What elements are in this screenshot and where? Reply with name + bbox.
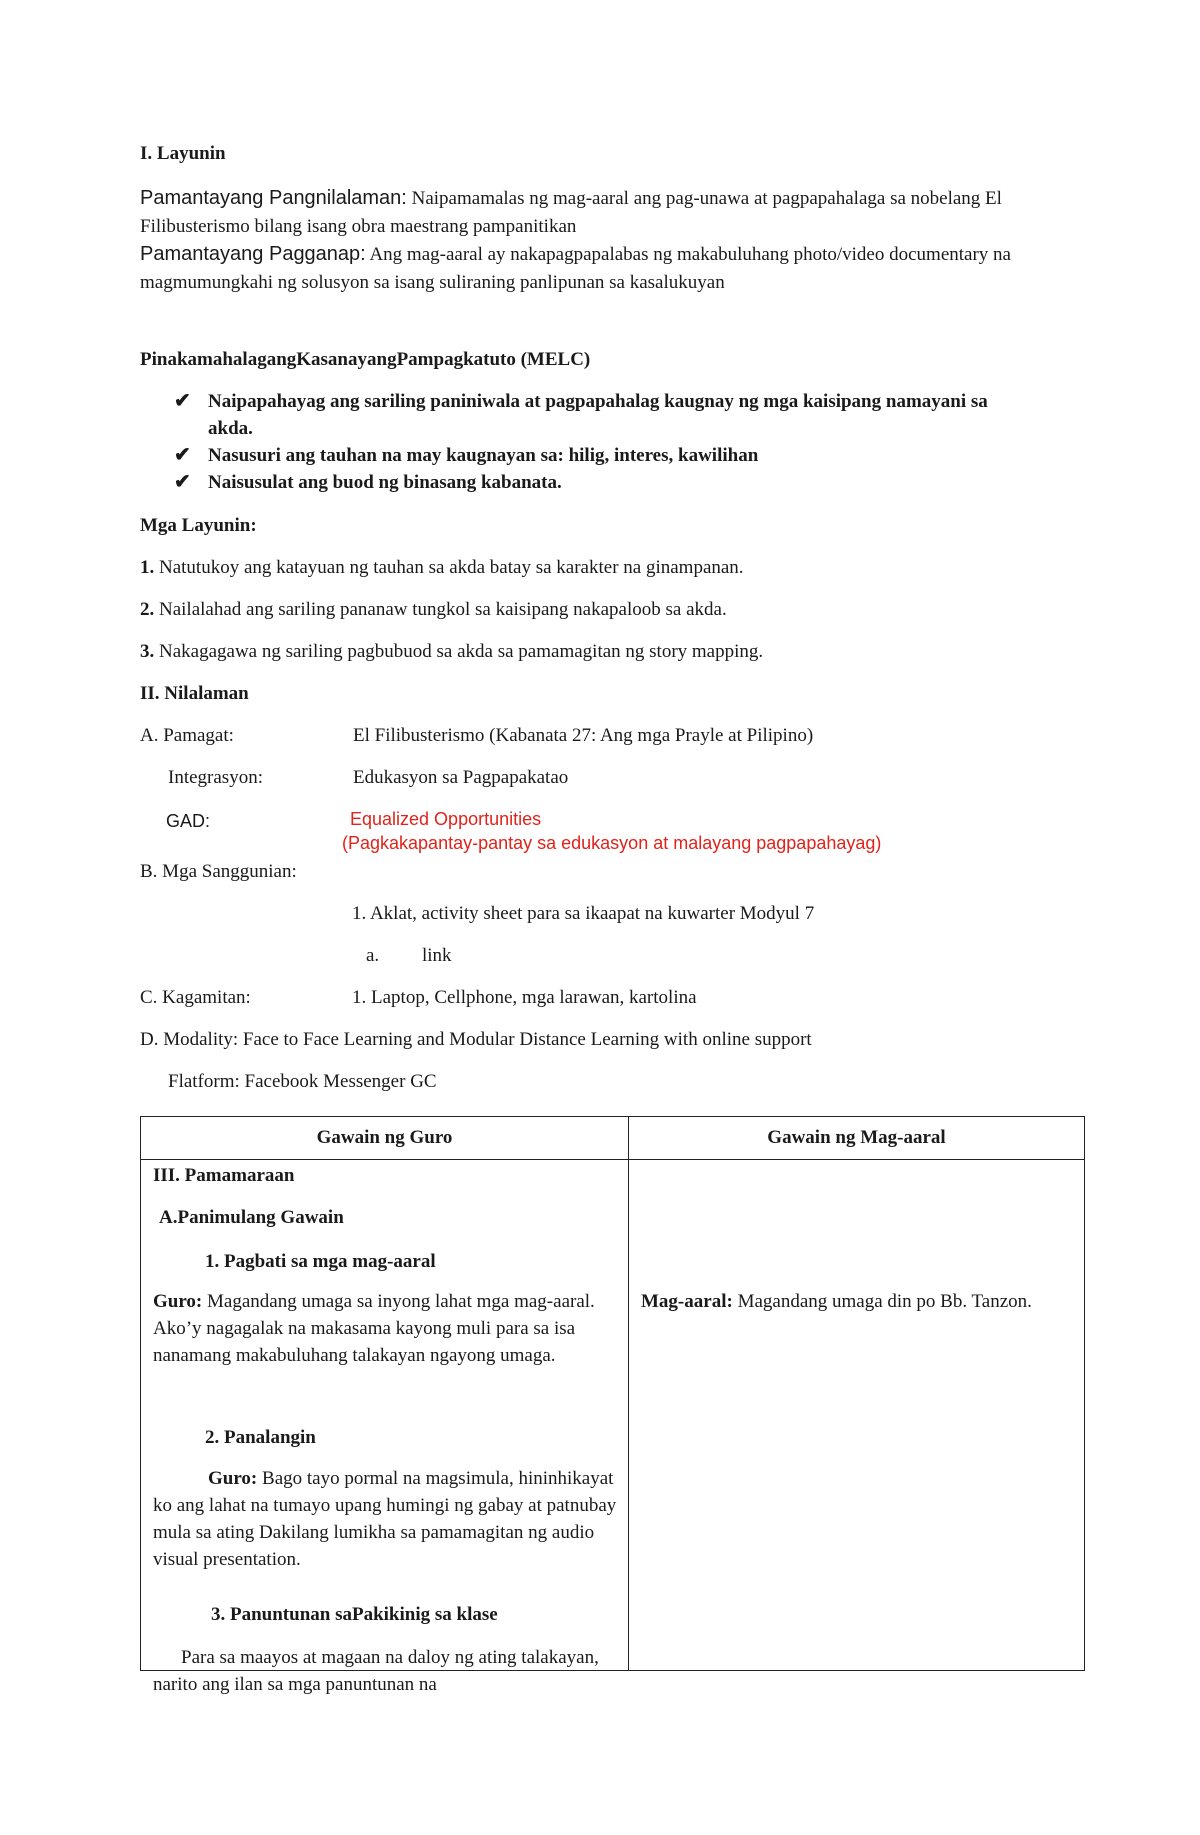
step3-text: Para sa maayos at magaan na daloy ng ating talakayan, narito ang ilan sa mga panuntunan na xyxy=(153,1647,599,1695)
table-row xyxy=(141,1160,1085,1671)
gad-label: GAD: xyxy=(166,811,211,831)
content-standard-text: Naipamamalas ng mag-aaral ang pag-unawa at pagpapahalaga sa nobelang El Filibusterismo bilang isang obra maestrang pampanitikan xyxy=(140,188,1002,237)
step2-teacher-text: Bago tayo pormal na magsimula, hininhikayat ko ang lahat na tumayo upang humingi ng gabay at patnubay mula sa ating Dakilang lumikha sa pamamagitan ng audio visual presentation. xyxy=(153,1468,617,1570)
title-value: El Filibusterismo (Kabanata 27: Ang mga Prayle at Pilipino) xyxy=(353,725,814,746)
objective-number: 3. xyxy=(140,641,155,662)
modality-text: D. Modality: Face to Face Learning and Modular Distance Learning with online support xyxy=(140,1029,812,1050)
student-label: Mag-aaral: xyxy=(641,1291,733,1312)
step2-heading: 2. Panalangin xyxy=(205,1427,316,1448)
content-standard-label: Pamantayang Pangnilalaman: xyxy=(140,187,407,209)
melc-heading: PinakamahalagangKasanayangPampagkatuto (MELC) xyxy=(140,349,591,370)
checkmark-icon: ✔ xyxy=(174,471,191,493)
objective-item xyxy=(140,554,744,582)
references-item: 1. Aklat, activity sheet para sa ikaapat na kuwarter Modyul 7 xyxy=(352,903,815,924)
objective-text: Nakagagawa ng sariling pagbubuod sa akda sa pamamagitan ng story mapping. xyxy=(159,641,764,662)
checkmark-icon: ✔ xyxy=(174,444,191,466)
integration-value: Edukasyon sa Pagpapakatao xyxy=(353,767,569,788)
references-link[interactable]: link xyxy=(422,945,452,966)
step1-teacher-dialogue xyxy=(153,1288,618,1369)
melc-item-text: Naisusulat ang buod ng binasang kabanata. xyxy=(208,472,562,493)
melc-list xyxy=(174,388,1014,496)
section-heading-layunin: I. Layunin xyxy=(140,143,226,164)
materials-label: C. Kagamitan: xyxy=(140,987,251,1008)
col-header-student: Gawain ng Mag-aaral xyxy=(629,1117,1085,1160)
gad-value-line2: (Pagkakapantay-pantay sa edukasyon at malayang pagpapahayag) xyxy=(342,833,882,853)
step3-heading: 3. Panuntunan saPakikinig sa klase xyxy=(211,1604,498,1625)
objective-number: 1. xyxy=(140,557,155,578)
objective-text: Natutukoy ang katayuan ng tauhan sa akda batay sa karakter na ginampanan. xyxy=(159,557,744,578)
melc-item-text: Nasusuri ang tauhan na may kaugnayan sa: hilig, interes, kawilihan xyxy=(208,445,759,466)
gad-value-line1: Equalized Opportunities xyxy=(350,809,542,829)
preliminary-heading: A.Panimulang Gawain xyxy=(159,1207,344,1228)
melc-item-text: Naipapahayag ang sariling paniniwala at pagpapahalag kaugnay ng mga kaisipang namayani sa akda. xyxy=(208,391,988,439)
objective-item xyxy=(140,596,727,624)
checkmark-icon: ✔ xyxy=(174,390,191,412)
step1-student-text: Magandang umaga din po Bb. Tanzon. xyxy=(737,1291,1032,1312)
objective-number: 2. xyxy=(140,599,155,620)
teacher-label: Guro: xyxy=(208,1468,258,1489)
teacher-activity-cell xyxy=(141,1160,629,1695)
activity-table xyxy=(140,1116,1085,1695)
melc-item xyxy=(174,469,1014,496)
melc-item xyxy=(174,388,1014,442)
step2-teacher-dialogue xyxy=(153,1465,618,1573)
objective-text: Nailalahad ang sariling pananaw tungkol sa kaisipang nakapaloob sa akda. xyxy=(159,599,727,620)
materials-value: 1. Laptop, Cellphone, mga larawan, kartolina xyxy=(352,987,697,1008)
performance-standard-label: Pamantayang Pagganap: xyxy=(140,243,366,265)
performance-standard xyxy=(140,240,1085,297)
teacher-label: Guro: xyxy=(153,1291,203,1312)
table-header-row xyxy=(141,1117,1085,1160)
objective-item xyxy=(140,638,763,666)
step1-heading: 1. Pagbati sa mga mag-aaral xyxy=(205,1251,436,1272)
integration-label: Integrasyon: xyxy=(168,767,263,788)
step1-student-dialogue xyxy=(641,1288,1074,1315)
objectives-heading: Mga Layunin: xyxy=(140,515,257,536)
melc-item xyxy=(174,442,1014,469)
references-subitem-letter: a. xyxy=(366,945,380,966)
col-header-teacher: Gawain ng Guro xyxy=(141,1117,629,1160)
title-label: A. Pamagat: xyxy=(140,725,234,746)
references-label: B. Mga Sanggunian: xyxy=(140,861,297,882)
performance-standard-text: Ang mag-aaral ay nakapagpapalabas ng makabuluhang photo/video documentary na magmumungkahi ng solusyon sa isang suliraning panlipunan sa kasalukuyan xyxy=(140,244,1011,293)
step1-teacher-text: Magandang umaga sa inyong lahat mga mag-aaral. Ako’y nagagalak na makasama kayong muli para sa isa nanamang makabuluhang talakayan ngayong umaga. xyxy=(153,1291,595,1366)
procedure-heading: III. Pamamaraan xyxy=(153,1165,295,1186)
student-activity-cell xyxy=(629,1160,1085,1671)
platform-text: Flatform: Facebook Messenger GC xyxy=(168,1071,437,1092)
content-standard xyxy=(140,184,1085,241)
section-heading-nilalaman: II. Nilalaman xyxy=(140,683,249,704)
